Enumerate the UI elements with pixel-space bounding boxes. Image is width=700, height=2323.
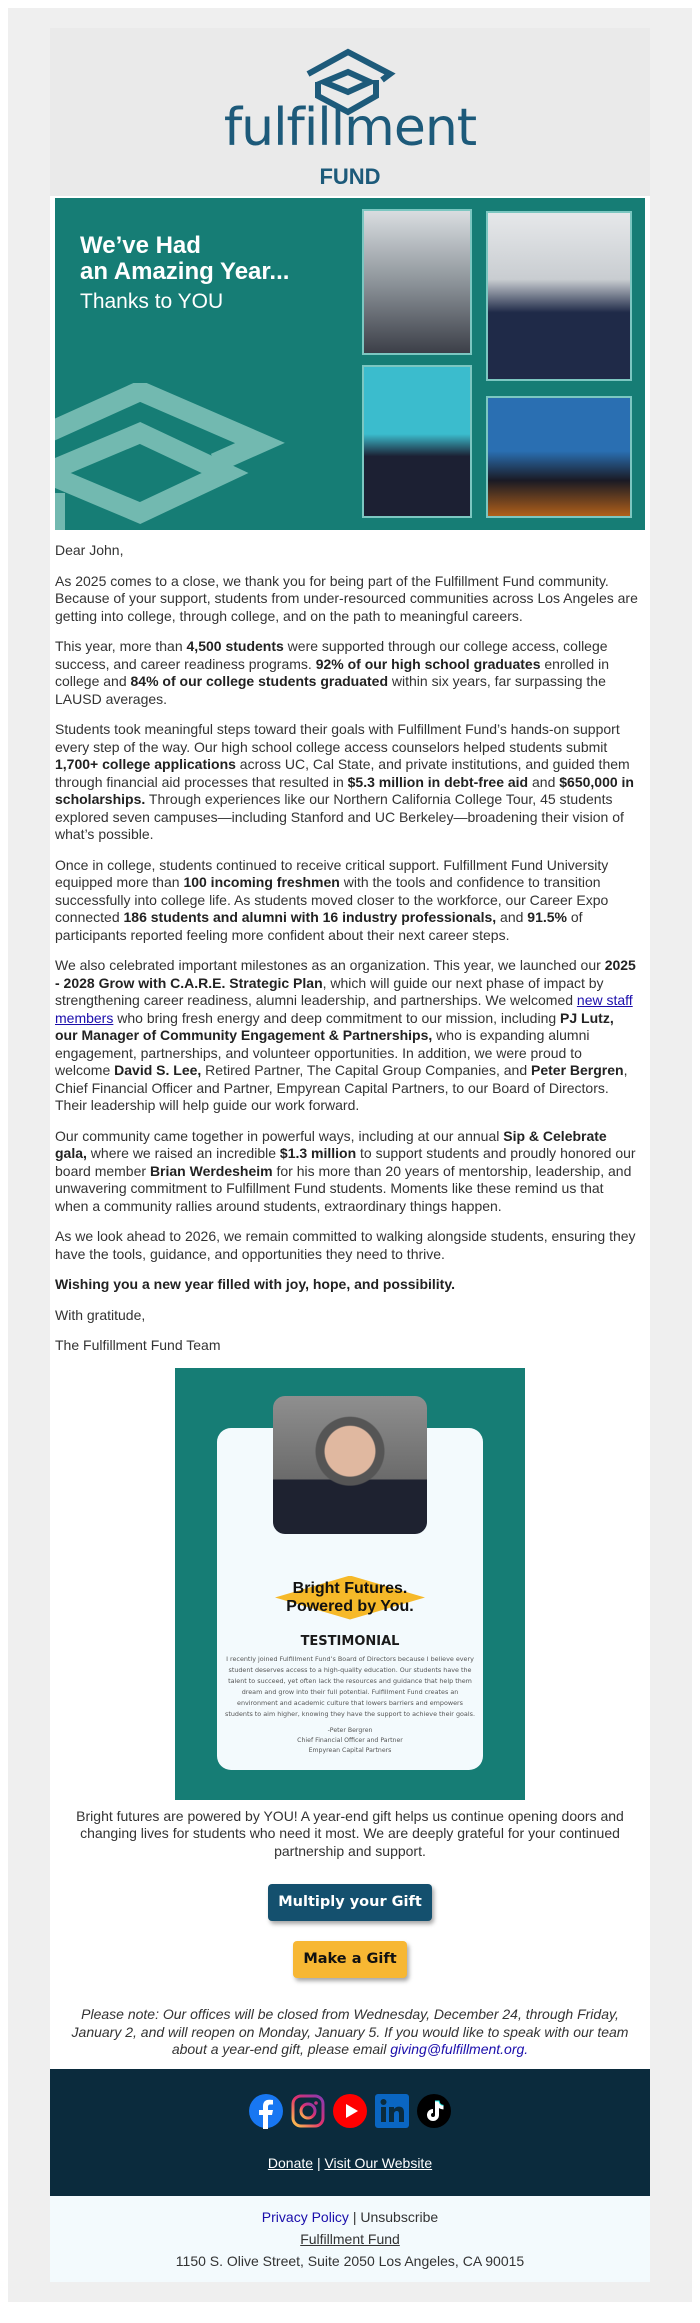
text: , which will guide our next phase of impact by strengthening career readiness, alumni leadership, and partnerships. We welcomed — [55, 974, 604, 1008]
appeal-text: Bright futures are powered by YOU! A year-end gift helps us continue opening doors and changing lives for students who need it most. We are deeply grateful for your continued partnership and support. — [76, 1807, 624, 1859]
unsubscribe-link[interactable]: Unsubscribe — [360, 2208, 439, 2225]
bold-text: Sip & Celebrate gala, — [55, 1127, 607, 1161]
new-staff-members-link[interactable]: new staff members — [55, 992, 633, 1026]
letter-paragraph — [55, 573, 640, 626]
legal-footer — [50, 2196, 650, 2282]
link-separator: | — [316, 2154, 321, 2171]
testimonial-signature — [225, 1726, 475, 1756]
letter-paragraph — [55, 638, 640, 708]
photo-students-thumbs-up — [362, 365, 472, 518]
text: to support students and proudly honored our board member — [55, 1145, 636, 1179]
bold-text: $1.3 million — [279, 1145, 357, 1161]
text: This year, more than — [55, 638, 187, 654]
hero-headline — [80, 233, 289, 285]
testimonial-quote: I recently joined Fulfillment Fund’s Board of Directors because I believe every student deserves access to a high-quality education. Our students have the talent to succeed, yet often lack the resources and guidance that help them dream and grow into their full potential. Fulfillment Fund creates an environment and academic culture that lowers barriers and empowers students to aim higher, knowing they have the support to achieve their goals. — [225, 1654, 475, 1718]
text: who is expanding alumni engagement, partnerships, and volunteer opportunities. In addition, we were proud to welcome — [55, 1027, 590, 1078]
text: As 2025 comes to a close, we thank you for being part of the Fulfillment Fund community. Because of your support, students from under-resourced communities across Los Angeles are getting into college, through college, and on the path to meaningful careers. — [55, 572, 638, 624]
bold-text: 84% of our college students graduated — [130, 673, 389, 689]
testimonial-label: TESTIMONIAL — [300, 1633, 400, 1649]
text: and — [496, 909, 528, 925]
photo-student-certificate — [486, 396, 632, 518]
make-gift-button[interactable]: Make a Gift — [293, 1941, 406, 1978]
letter-paragraph — [55, 721, 640, 844]
text: within six years, far surpassing the LAUSD averages. — [55, 673, 606, 707]
signature-name: -Peter Bergren — [327, 1726, 373, 1734]
email-background — [8, 8, 692, 2302]
bold-text: 1,700+ college applications — [55, 756, 236, 772]
testimonial-card — [217, 1428, 483, 1770]
hero-banner[interactable] — [55, 198, 645, 530]
bold-text: PJ Lutz, our Manager of Community Engagement & Partnerships, — [55, 1009, 614, 1043]
signature-title: Chief Financial Officer and Partner — [297, 1736, 403, 1744]
signature-company: Empyrean Capital Partners — [308, 1746, 392, 1754]
text: Our community came together in powerful ways, including at our annual — [55, 1127, 504, 1144]
text: where we raised an incredible — [86, 1145, 280, 1161]
text: Retired Partner, The Capital Group Companies, and — [201, 1062, 531, 1078]
email-body — [50, 28, 650, 2282]
bold-text: 2025 - 2028 Grow with C.A.R.E. Strategic Plan — [55, 957, 636, 991]
hero-subhead: Thanks to YOU — [80, 290, 224, 313]
letter-body — [55, 542, 645, 1355]
bold-text: 92% of our high school graduates — [315, 655, 541, 672]
letter-paragraph — [55, 1128, 640, 1216]
portrait-photo — [273, 1396, 427, 1534]
org-address: 1150 S. Olive Street, Suite 2050 Los Angeles, CA 90015 — [175, 2252, 525, 2269]
text: and — [528, 773, 560, 790]
letter-paragraph — [55, 1276, 640, 1294]
logo-fund: FUND — [319, 164, 381, 189]
multiply-gift-button[interactable]: Multiply your Gift — [268, 1884, 432, 1921]
text: , Chief Financial Officer and Partner, Empyrean Capital Partners, to our Board of Directors. Their leadership will help guide our work forward. — [55, 1062, 628, 1113]
logo-wordmark: fulfillment — [223, 98, 477, 158]
text: of participants reported feeling more confident about their next career steps. — [55, 909, 583, 943]
bold-text: Brian Werdesheim — [149, 1162, 273, 1179]
letter-paragraph — [55, 957, 640, 1115]
fulfillment-fund-logo[interactable] — [50, 28, 650, 196]
text: As we look ahead to 2026, we remain committed to walking alongside students, ensuring they have the tools, guidance, and opportunities they need to thrive. — [55, 1228, 636, 1262]
note-text: Please note: Our offices will be closed from Wednesday, December 24, through Friday, January 2, and will reopen on Monday, January 5. If you would like to speak with our team about a year-end gift, please email — [71, 2006, 629, 2057]
photo-proud-first-gen-student — [486, 211, 632, 381]
bold-text: Wishing you a new year filled with joy, hope, and possibility. — [55, 1276, 455, 1292]
graduation-cap-watermark-icon — [55, 383, 295, 530]
bold-text: 4,500 students — [186, 638, 284, 654]
testimonial-graphic — [175, 1368, 525, 1800]
privacy-policy-link[interactable]: Privacy Policy — [261, 2208, 349, 2225]
footer-links — [50, 2155, 650, 2172]
bold-text: 186 students and alumni with 16 industry professionals, — [123, 909, 497, 925]
text: With gratitude, — [55, 1306, 146, 1323]
social-icons — [50, 2093, 650, 2129]
bold-text: $5.3 million in debt-free aid — [347, 773, 529, 790]
text: Once in college, students continued to receive critical support. Fulfillment Fund University equipped more than — [55, 856, 609, 890]
link-separator: | — [352, 2208, 357, 2225]
headline-line-2: an Amazing Year... — [80, 258, 290, 285]
headline-line-1: We’ve Had — [80, 232, 201, 259]
text: across UC, Cal State, and private institutions, and guided them through financial aid processes that resulted in — [55, 756, 630, 790]
office-closure-note — [65, 2006, 635, 2059]
letter-paragraph — [55, 1228, 640, 1263]
text: Students took meaningful steps toward their goals with Fulfillment Fund’s hands-on support every step of the way. Our high school college access counselors helped students submit — [55, 721, 620, 755]
text: for his more than 20 years of mentorship, leadership, and unwavering commitment to Fulfillment Fund students. Moments like these remind us that when a community rallies around students, extraordinary things happen. — [55, 1162, 632, 1214]
instagram-icon[interactable] — [290, 2093, 326, 2129]
tiktok-icon[interactable] — [416, 2093, 452, 2129]
youtube-icon[interactable] — [332, 2093, 368, 2129]
giving-email-link[interactable]: giving@fulfillment.org. — [390, 2041, 529, 2057]
tagline-line-1: Bright Futures. — [292, 1579, 408, 1597]
text: Through experiences like our Northern California College Tour, 45 students explored seven campuses—including Stanford and UC Berkeley—broadening their vision of what’s possible. — [55, 791, 624, 842]
text: who bring fresh energy and deep commitment to our mission, including — [113, 1009, 561, 1026]
header — [50, 28, 650, 196]
photo-students-on-bus — [362, 209, 472, 355]
greeting: Dear John, — [55, 542, 124, 558]
letter-paragraph — [55, 857, 640, 945]
tagline-block — [225, 1574, 475, 1624]
text: with the tools and confidence to transition successfully into college life. As students moved closer to the workforce, our Career Expo connected — [55, 874, 609, 925]
letter-paragraph — [55, 1337, 640, 1355]
social-footer — [50, 2069, 650, 2196]
text: enrolled in college and — [55, 655, 609, 689]
bold-text: 91.5% — [527, 909, 567, 925]
text: were supported through our college access, college success, and career readiness programs. — [55, 638, 608, 672]
linkedin-icon[interactable] — [374, 2093, 410, 2129]
letter-paragraph — [55, 1307, 640, 1325]
content-flow — [50, 530, 650, 2282]
bold-text: David S. Lee, — [114, 1062, 202, 1078]
bold-text: Peter Bergren — [531, 1062, 624, 1078]
testimonial-tagline — [225, 1574, 475, 1616]
bold-text: $650,000 in scholarships. — [55, 773, 634, 807]
org-name[interactable]: Fulfillment Fund — [300, 2230, 400, 2247]
facebook-icon[interactable] — [248, 2093, 284, 2129]
text: The Fulfillment Fund Team — [55, 1337, 221, 1353]
text: We also celebrated important milestones as an organization. This year, we launched our — [55, 957, 605, 973]
tagline-line-2: Powered by You. — [286, 1597, 414, 1615]
bold-text: 100 incoming freshmen — [183, 874, 340, 890]
visit-website-link[interactable]: Visit Our Website — [324, 2154, 433, 2171]
donate-link[interactable]: Donate — [267, 2154, 314, 2171]
